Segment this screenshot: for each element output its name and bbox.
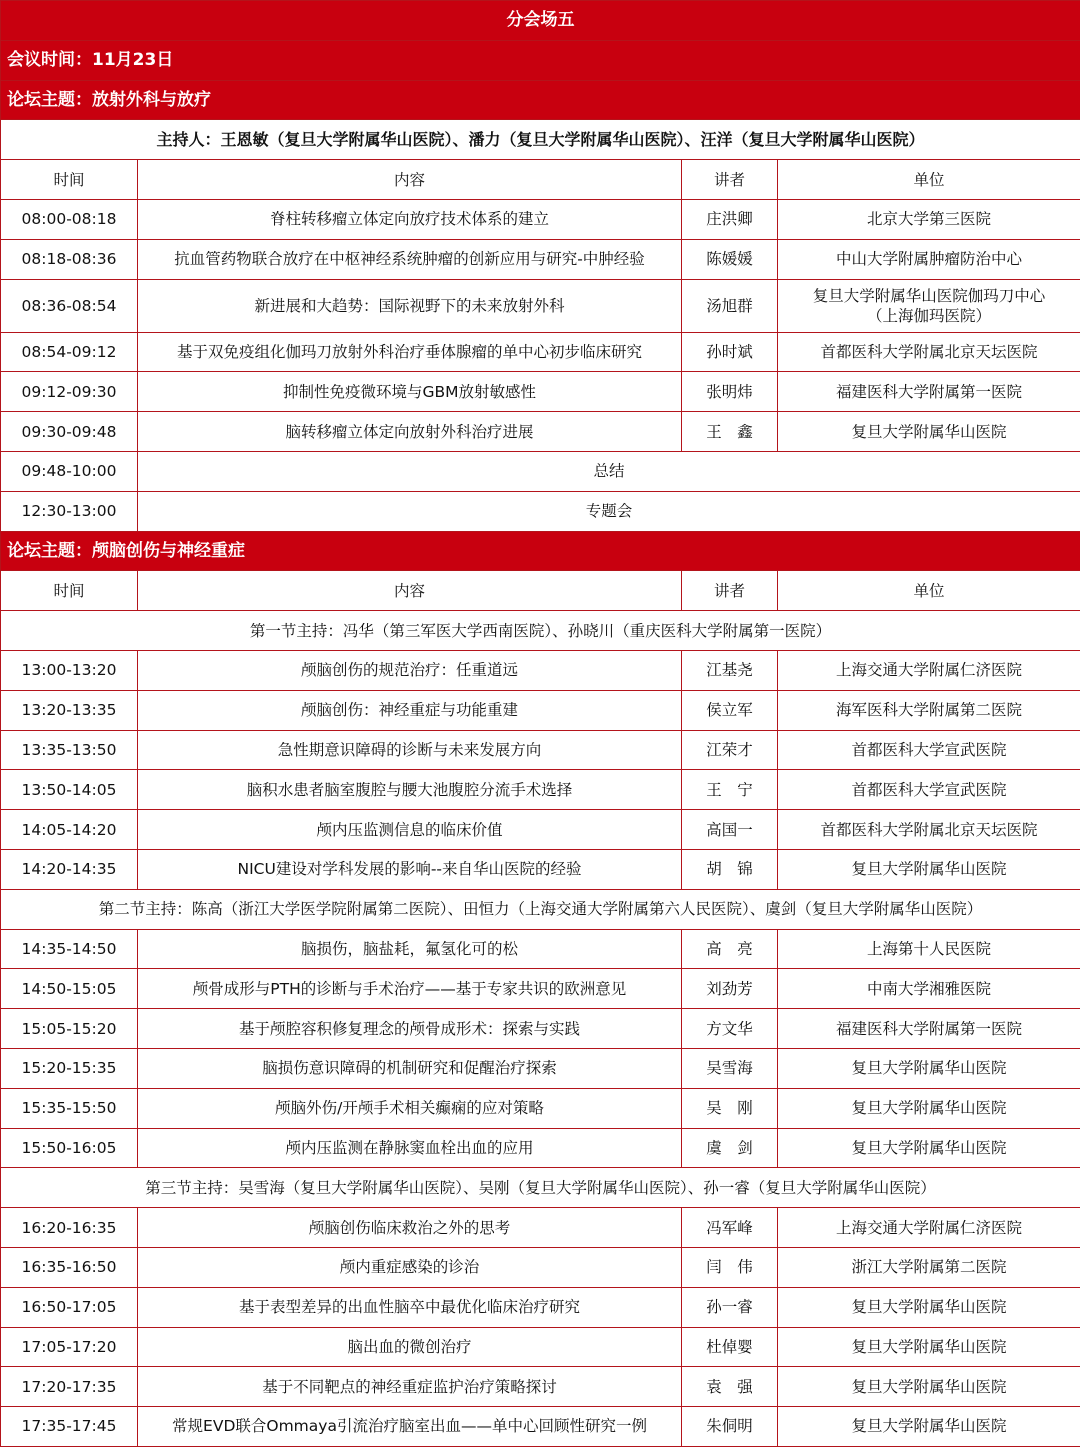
- row-speaker: 王 宁: [682, 770, 778, 810]
- schedule-row: [1, 332, 1080, 372]
- row-speaker: 闫 伟: [682, 1247, 778, 1287]
- row-content: 新进展和大趋势：国际视野下的未来放射外科: [138, 279, 682, 332]
- row-unit: 首都医科大学附属北京天坛医院: [778, 810, 1080, 850]
- row-content: 颅骨成形与PTH的诊断与手术治疗——基于专家共识的欧洲意见: [138, 969, 682, 1009]
- forum1-hosts: 主持人：王恩敏（复旦大学附属华山医院）、潘力（复旦大学附属华山医院）、汪洋（复旦大学附属华山医院）: [1, 120, 1080, 160]
- row-content: 常规EVD联合Ommaya引流治疗脑室出血——单中心回顾性研究一例: [138, 1407, 682, 1447]
- row-content: 颅脑外伤/开颅手术相关癫痫的应对策略: [138, 1088, 682, 1128]
- row-unit: 复旦大学附属华山医院: [778, 1407, 1080, 1447]
- row-time: 17:35-17:45: [1, 1407, 138, 1447]
- header-time: 时间: [1, 571, 138, 611]
- schedule-row: [1, 1128, 1080, 1168]
- row-speaker: 江荣才: [682, 730, 778, 770]
- header-unit: 单位: [778, 160, 1080, 200]
- row-time: 15:20-15:35: [1, 1048, 138, 1088]
- row-unit: 海军医科大学附属第二医院: [778, 690, 1080, 730]
- row-unit: 首都医科大学宣武医院: [778, 730, 1080, 770]
- schedule-row: [1, 1208, 1080, 1248]
- header-speaker: 讲者: [682, 571, 778, 611]
- row-content: 脊柱转移瘤立体定向放疗技术体系的建立: [138, 199, 682, 239]
- forum1-header-row: [1, 160, 1080, 200]
- schedule-row: [1, 690, 1080, 730]
- row-speaker: 庄洪卿: [682, 199, 778, 239]
- forum1-special-row: [1, 491, 1080, 531]
- row-speaker: 朱侗明: [682, 1407, 778, 1447]
- row-unit: 复旦大学附属华山医院: [778, 1327, 1080, 1367]
- row-unit: 复旦大学附属华山医院: [778, 849, 1080, 889]
- schedule-row: [1, 969, 1080, 1009]
- row-content: 基于表型差异的出血性脑卒中最优化临床治疗研究: [138, 1287, 682, 1327]
- row-unit-line2: （上海伽玛医院）: [782, 306, 1076, 326]
- forum2-title-row: [1, 531, 1080, 571]
- schedule-row: [1, 1287, 1080, 1327]
- row-speaker: 张明炜: [682, 372, 778, 412]
- row-speaker: 冯军峰: [682, 1208, 778, 1248]
- schedule-row: [1, 239, 1080, 279]
- schedule-row: [1, 849, 1080, 889]
- row-speaker: 高国一: [682, 810, 778, 850]
- row-time: 17:20-17:35: [1, 1367, 138, 1407]
- header-unit: 单位: [778, 571, 1080, 611]
- row-unit: 上海交通大学附属仁济医院: [778, 650, 1080, 690]
- row-time: 08:36-08:54: [1, 279, 138, 332]
- forum1-title-row: [1, 80, 1080, 120]
- special-time: 12:30-13:00: [1, 491, 138, 531]
- row-unit: 中山大学附属肿瘤防治中心: [778, 239, 1080, 279]
- row-time: 14:35-14:50: [1, 929, 138, 969]
- row-speaker: 杜倬婴: [682, 1327, 778, 1367]
- schedule-row: [1, 650, 1080, 690]
- schedule-row: [1, 372, 1080, 412]
- row-unit: [778, 279, 1080, 332]
- row-time: 09:30-09:48: [1, 412, 138, 452]
- row-unit: 福建医科大学附属第一医院: [778, 1009, 1080, 1049]
- row-time: 13:20-13:35: [1, 690, 138, 730]
- schedule-row: [1, 412, 1080, 452]
- row-time: 15:50-16:05: [1, 1128, 138, 1168]
- schedule-row: [1, 810, 1080, 850]
- schedule-row: [1, 730, 1080, 770]
- row-speaker: 汤旭群: [682, 279, 778, 332]
- row-unit: 复旦大学附属华山医院: [778, 1287, 1080, 1327]
- section1-host-row: [1, 611, 1080, 651]
- summary-content: 总结: [138, 451, 1080, 491]
- schedule-row: [1, 1009, 1080, 1049]
- schedule-row: [1, 1247, 1080, 1287]
- schedule-row: [1, 1048, 1080, 1088]
- header-time: 时间: [1, 160, 138, 200]
- session-title: 分会场五: [1, 1, 1080, 41]
- row-unit-line1: 复旦大学附属华山医院伽玛刀中心: [782, 286, 1076, 306]
- row-time: 16:50-17:05: [1, 1287, 138, 1327]
- row-speaker: 陈媛媛: [682, 239, 778, 279]
- row-speaker: 袁 强: [682, 1367, 778, 1407]
- row-time: 15:35-15:50: [1, 1088, 138, 1128]
- row-time: 13:35-13:50: [1, 730, 138, 770]
- row-content: 基于颅腔容积修复理念的颅骨成形术：探索与实践: [138, 1009, 682, 1049]
- row-time: 08:18-08:36: [1, 239, 138, 279]
- row-time: 16:35-16:50: [1, 1247, 138, 1287]
- row-unit: 北京大学第三医院: [778, 199, 1080, 239]
- row-speaker: 吴雪海: [682, 1048, 778, 1088]
- schedule-row: [1, 1367, 1080, 1407]
- row-time: 17:05-17:20: [1, 1327, 138, 1367]
- row-content: 颅脑创伤：神经重症与功能重建: [138, 690, 682, 730]
- forum1-hosts-row: [1, 120, 1080, 160]
- row-content: 颅脑创伤的规范治疗：任重道远: [138, 650, 682, 690]
- row-content: 急性期意识障碍的诊断与未来发展方向: [138, 730, 682, 770]
- row-time: 14:05-14:20: [1, 810, 138, 850]
- row-speaker: 孙一睿: [682, 1287, 778, 1327]
- row-content: 颅脑创伤临床救治之外的思考: [138, 1208, 682, 1248]
- row-unit: 复旦大学附属华山医院: [778, 1048, 1080, 1088]
- section2-host-row: [1, 889, 1080, 929]
- row-time: 15:05-15:20: [1, 1009, 138, 1049]
- schedule-row: [1, 199, 1080, 239]
- section1-host: 第一节主持：冯华（第三军医大学西南医院）、孙晓川（重庆医科大学附属第一医院）: [1, 611, 1080, 651]
- row-time: 16:20-16:35: [1, 1208, 138, 1248]
- forum2-header-row: [1, 571, 1080, 611]
- summary-time: 09:48-10:00: [1, 451, 138, 491]
- row-time: 13:50-14:05: [1, 770, 138, 810]
- row-speaker: 吴 刚: [682, 1088, 778, 1128]
- row-unit: 复旦大学附属华山医院: [778, 1128, 1080, 1168]
- meeting-time-row: [1, 40, 1080, 80]
- row-unit: 中南大学湘雅医院: [778, 969, 1080, 1009]
- row-content: 脑转移瘤立体定向放射外科治疗进展: [138, 412, 682, 452]
- row-speaker: 王 鑫: [682, 412, 778, 452]
- row-unit: 首都医科大学附属北京天坛医院: [778, 332, 1080, 372]
- row-content: NICU建设对学科发展的影响--来自华山医院的经验: [138, 849, 682, 889]
- special-content: 专题会: [138, 491, 1080, 531]
- section2-host: 第二节主持：陈高（浙江大学医学院附属第二医院）、田恒力（上海交通大学附属第六人民医院）、虞剑（复旦大学附属华山医院）: [1, 889, 1080, 929]
- row-content: 脑出血的微创治疗: [138, 1327, 682, 1367]
- forum1-title: 论坛主题：放射外科与放疗: [1, 80, 1080, 120]
- row-time: 08:54-09:12: [1, 332, 138, 372]
- row-unit: 福建医科大学附属第一医院: [778, 372, 1080, 412]
- schedule-row: [1, 929, 1080, 969]
- row-unit: 浙江大学附属第二医院: [778, 1247, 1080, 1287]
- row-speaker: 胡 锦: [682, 849, 778, 889]
- session-title-row: [1, 1, 1080, 41]
- row-content: 颅内压监测信息的临床价值: [138, 810, 682, 850]
- row-speaker: 侯立军: [682, 690, 778, 730]
- row-time: 14:20-14:35: [1, 849, 138, 889]
- row-unit: 上海交通大学附属仁济医院: [778, 1208, 1080, 1248]
- row-speaker: 江基尧: [682, 650, 778, 690]
- row-time: 08:00-08:18: [1, 199, 138, 239]
- row-unit: 复旦大学附属华山医院: [778, 1367, 1080, 1407]
- section3-host: 第三节主持：吴雪海（复旦大学附属华山医院）、吴刚（复旦大学附属华山医院）、孙一睿（复旦大学附属华山医院）: [1, 1168, 1080, 1208]
- row-unit: 复旦大学附属华山医院: [778, 412, 1080, 452]
- schedule-row: [1, 1407, 1080, 1447]
- row-time: 14:50-15:05: [1, 969, 138, 1009]
- schedule-row: [1, 1327, 1080, 1367]
- schedule-row: [1, 1088, 1080, 1128]
- row-speaker: 方文华: [682, 1009, 778, 1049]
- schedule-body: [1, 1, 1080, 1447]
- header-content: 内容: [138, 571, 682, 611]
- row-content: 脑积水患者脑室腹腔与腰大池腹腔分流手术选择: [138, 770, 682, 810]
- row-content: 脑损伤意识障碍的机制研究和促醒治疗探索: [138, 1048, 682, 1088]
- header-content: 内容: [138, 160, 682, 200]
- row-time: 13:00-13:20: [1, 650, 138, 690]
- row-content: 抑制性免疫微环境与GBM放射敏感性: [138, 372, 682, 412]
- forum1-summary-row: [1, 451, 1080, 491]
- schedule-row: [1, 770, 1080, 810]
- row-unit: 上海第十人民医院: [778, 929, 1080, 969]
- header-speaker: 讲者: [682, 160, 778, 200]
- row-speaker: 孙时斌: [682, 332, 778, 372]
- schedule-row: [1, 279, 1080, 332]
- row-time: 09:12-09:30: [1, 372, 138, 412]
- row-content: 颅内压监测在静脉窦血栓出血的应用: [138, 1128, 682, 1168]
- row-speaker: 高 亮: [682, 929, 778, 969]
- row-content: 抗血管药物联合放疗在中枢神经系统肿瘤的创新应用与研究-中肿经验: [138, 239, 682, 279]
- meeting-time: 会议时间：11月23日: [1, 40, 1080, 80]
- forum2-title: 论坛主题：颅脑创伤与神经重症: [1, 531, 1080, 571]
- row-content: 颅内重症感染的诊治: [138, 1247, 682, 1287]
- row-content: 脑损伤，脑盐耗，氟氢化可的松: [138, 929, 682, 969]
- row-speaker: 虞 剑: [682, 1128, 778, 1168]
- row-unit: 复旦大学附属华山医院: [778, 1088, 1080, 1128]
- section3-host-row: [1, 1168, 1080, 1208]
- row-speaker: 刘劲芳: [682, 969, 778, 1009]
- row-unit: 首都医科大学宣武医院: [778, 770, 1080, 810]
- row-content: 基于不同靶点的神经重症监护治疗策略探讨: [138, 1367, 682, 1407]
- row-content: 基于双免疫组化伽玛刀放射外科治疗垂体腺瘤的单中心初步临床研究: [138, 332, 682, 372]
